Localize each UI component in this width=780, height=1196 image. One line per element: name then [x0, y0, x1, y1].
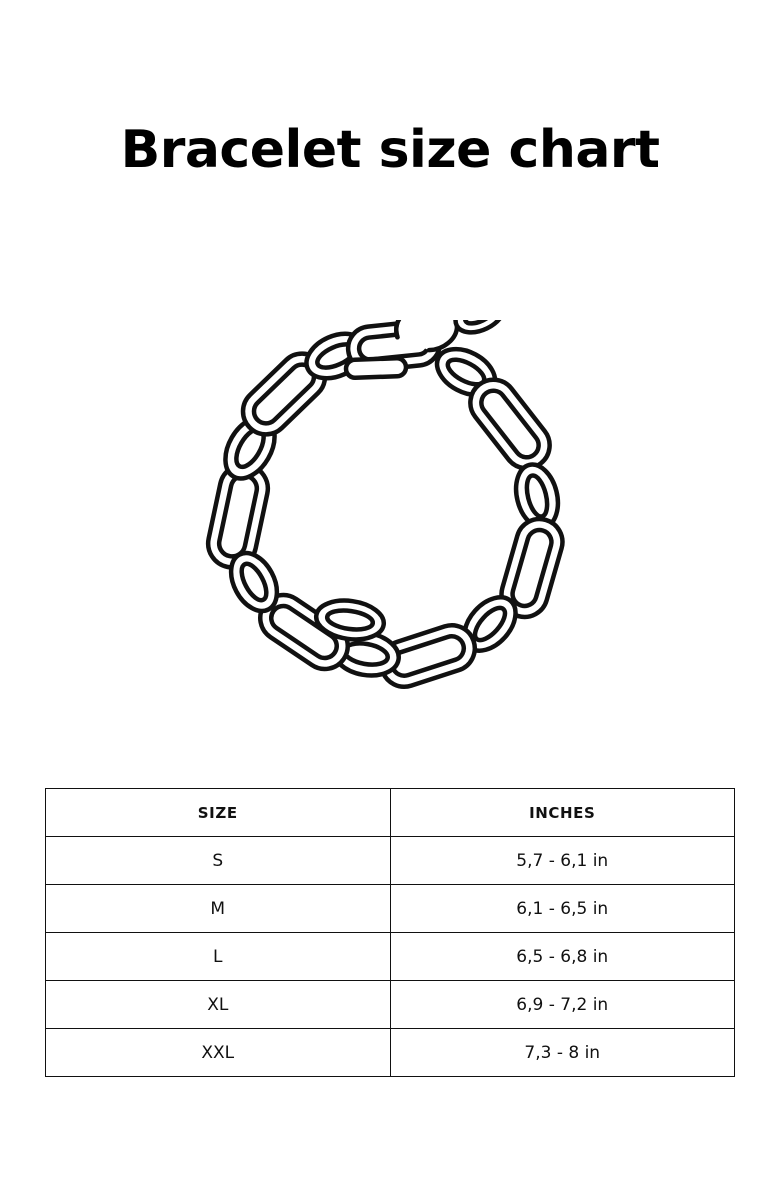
column-header-inches: INCHES — [390, 789, 735, 837]
cell-inches: 6,5 - 6,8 in — [390, 933, 735, 981]
table-row — [46, 933, 735, 981]
page-title: Bracelet size chart — [120, 120, 660, 180]
cell-size: XL — [46, 981, 391, 1029]
bracelet-drawing — [180, 320, 600, 700]
cell-size: L — [46, 933, 391, 981]
table-body — [46, 837, 735, 1077]
table-header-row — [46, 789, 735, 837]
cell-size: M — [46, 885, 391, 933]
cell-inches: 5,7 - 6,1 in — [390, 837, 735, 885]
chain-link-bracelet-illustration — [180, 320, 600, 700]
cell-inches: 7,3 - 8 in — [390, 1029, 735, 1077]
table-row — [46, 885, 735, 933]
table-header — [46, 789, 735, 837]
cell-inches: 6,9 - 7,2 in — [390, 981, 735, 1029]
table-row — [46, 981, 735, 1029]
table-row — [46, 1029, 735, 1077]
cell-inches: 6,1 - 6,5 in — [390, 885, 735, 933]
column-header-size: SIZE — [46, 789, 391, 837]
cell-size: XXL — [46, 1029, 391, 1077]
cell-size: S — [46, 837, 391, 885]
table-row — [46, 837, 735, 885]
size-chart-table — [45, 788, 735, 1077]
